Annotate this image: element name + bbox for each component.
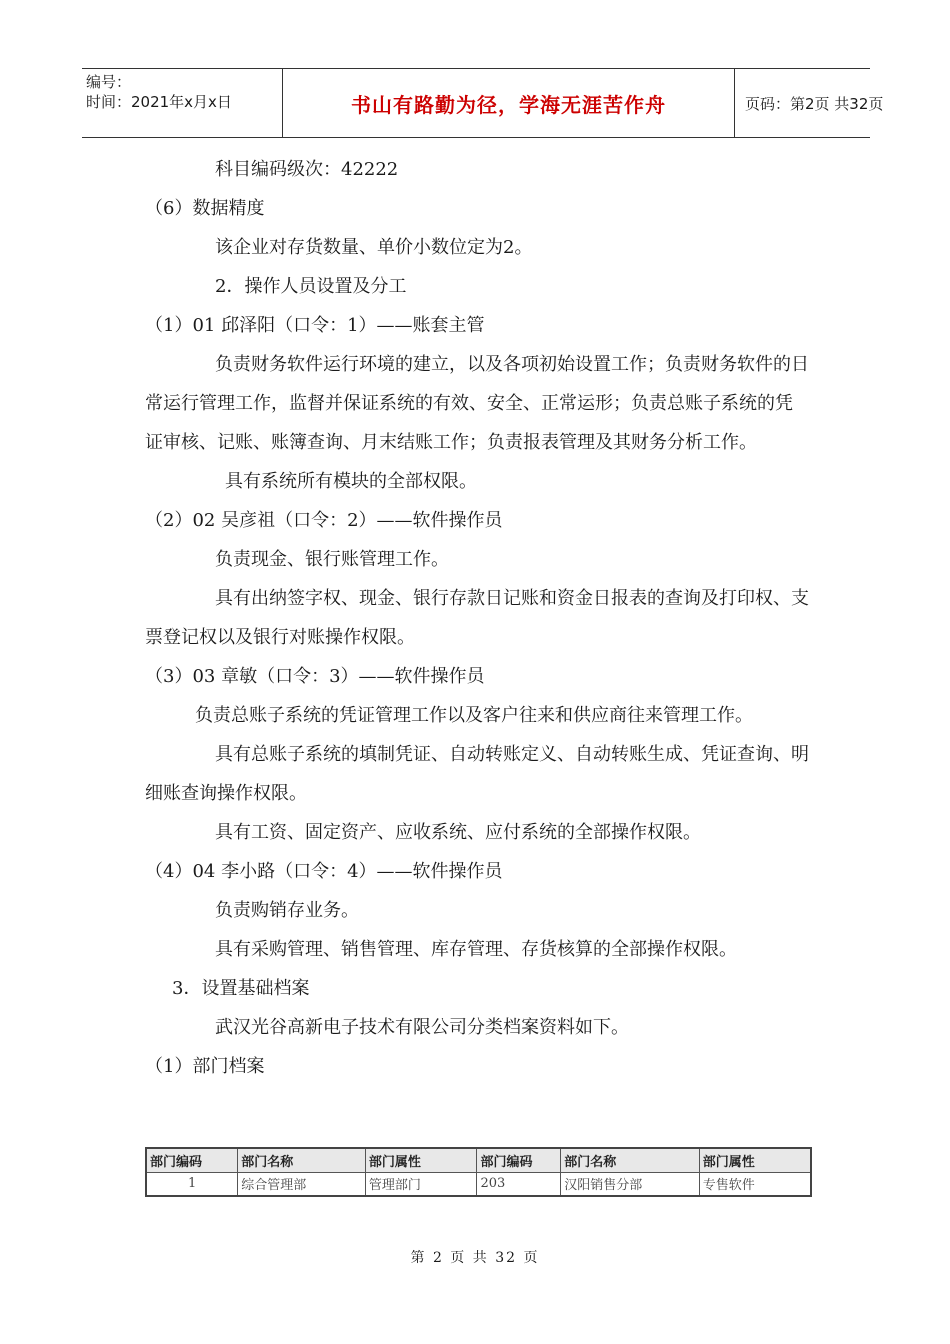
document-body: [145, 150, 810, 1086]
paragraph: 具有采购管理、销售管理、库存管理、存货核算的全部操作权限。: [215, 939, 737, 960]
header-motto: 书山有路勤为径，学海无涯苦作舟: [282, 69, 735, 137]
paragraph: 具有总账子系统的填制凭证、自动转账定义、自动转账生成、凭证查询、明细账查询操作权限。: [145, 744, 809, 804]
doc-time-label: 时间：2021年x月x日: [86, 93, 232, 111]
paragraph: 负责现金、银行账管理工作。: [215, 549, 449, 570]
section-heading: （1）部门档案: [145, 1056, 265, 1077]
table-cell: 203: [477, 1172, 561, 1196]
paragraph: 具有工资、固定资产、应收系统、应付系统的全部操作权限。: [215, 822, 701, 843]
operator-heading: （2）02 吴彦祖（口令：2）——软件操作员: [145, 510, 503, 531]
table-cell: 综合管理部: [238, 1172, 366, 1196]
table-row: [146, 1172, 811, 1196]
section-heading: 2．操作人员设置及分工: [215, 276, 407, 297]
table-header-cell: 部门属性: [365, 1148, 477, 1172]
page-header: [82, 68, 884, 138]
table-header-cell: 部门名称: [238, 1148, 366, 1172]
paragraph: 具有出纳签字权、现金、银行存款日记账和资金日报表的查询及打印权、支票登记权以及银行对账操作权限。: [145, 588, 809, 648]
paragraph: 负责购销存业务。: [215, 900, 359, 921]
table-header-cell: 部门编码: [146, 1148, 238, 1172]
section-heading: （6）数据精度: [145, 198, 265, 219]
paragraph: 武汉光谷高新电子技术有限公司分类档案资料如下。: [215, 1017, 629, 1038]
header-page-info: 页码：第2页 共32页: [745, 94, 884, 113]
table-header-cell: 部门属性: [699, 1148, 811, 1172]
paragraph: 负责总账子系统的凭证管理工作以及客户往来和供应商往来管理工作。: [195, 705, 753, 726]
table-cell: 1: [146, 1172, 238, 1196]
table-header-cell: 部门编码: [477, 1148, 561, 1172]
section-heading: 3．设置基础档案: [172, 978, 310, 999]
paragraph: 该企业对存货数量、单价小数位定为2。: [215, 237, 533, 258]
table-cell: 汉阳销售分部: [561, 1172, 700, 1196]
page-footer: 第 2 页 共 32 页: [410, 1250, 540, 1266]
table-header-row: [146, 1148, 811, 1172]
paragraph: 具有系统所有模块的全部权限。: [225, 471, 477, 492]
table-cell: 管理部门: [365, 1172, 477, 1196]
table-cell: 专售软件: [699, 1172, 811, 1196]
paragraph: 负责财务软件运行环境的建立，以及各项初始设置工作；负责财务软件的日常运行管理工作，监督并保证系统的有效、安全、正常运形；负责总账子系统的凭证审核、记账、账簿查询、月末结账工作；负责报表管理及其财务分析工作。: [145, 354, 809, 453]
operator-heading: （1）01 邱泽阳（口令：1）——账套主管: [145, 315, 485, 336]
paragraph: 科目编码级次：42222: [215, 159, 399, 180]
operator-heading: （3）03 章敏（口令：3）——软件操作员: [145, 666, 485, 687]
department-table: [145, 1147, 812, 1197]
doc-number-label: 编号：: [86, 73, 132, 91]
operator-heading: （4）04 李小路（口令：4）——软件操作员: [145, 861, 503, 882]
table-header-cell: 部门名称: [561, 1148, 700, 1172]
header-meta: [82, 69, 282, 137]
